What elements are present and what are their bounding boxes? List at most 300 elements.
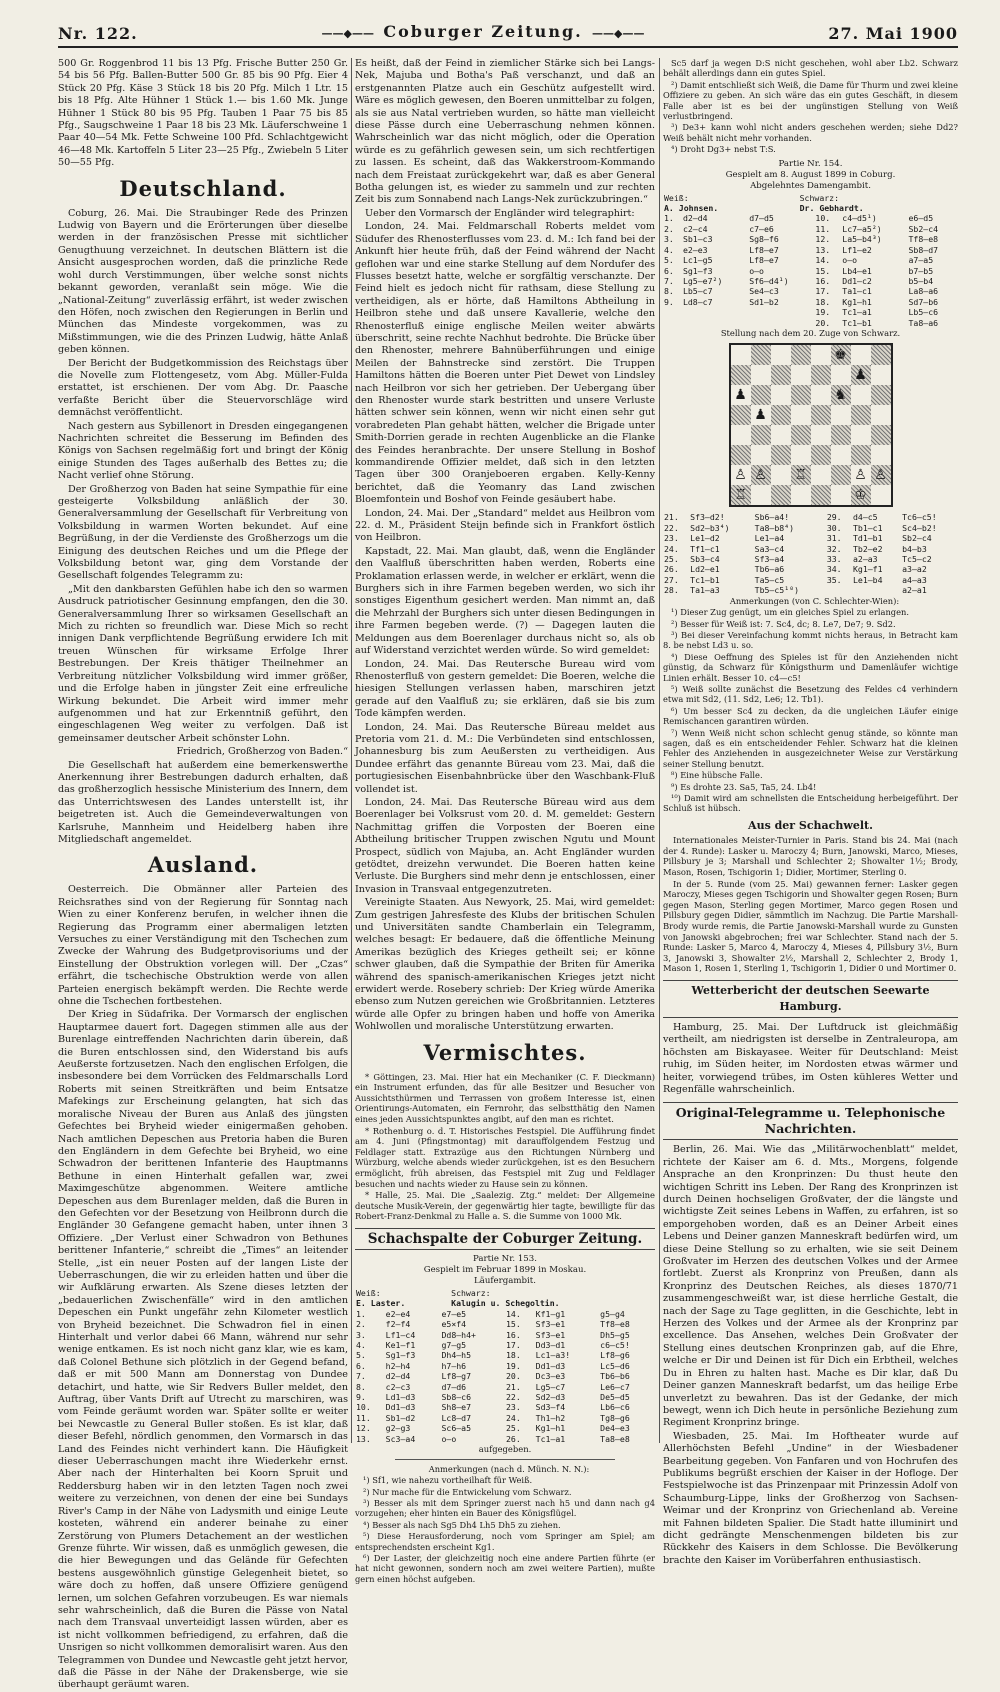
chess-move-cell: Lc1—a3!	[535, 1350, 571, 1361]
chess-move-cell: Le6—c7	[600, 1381, 630, 1392]
chess-move-row	[663, 213, 958, 223]
chess-players	[663, 193, 958, 214]
chess-move-cell: 5.	[664, 255, 674, 266]
chess-move-row	[355, 1361, 655, 1371]
chess-move-cell	[682, 307, 748, 317]
board-square: ♙	[731, 465, 751, 485]
chess-move-cell: 26.	[664, 564, 679, 575]
chess-move-cell: 10.	[356, 1402, 371, 1413]
board-square	[771, 485, 791, 505]
chess-move-cell: Tb6—b6	[600, 1371, 630, 1382]
chess-move-row	[663, 297, 958, 307]
chess-move-cell: Tf1—c1	[690, 543, 720, 554]
chess-move-cell: Ld1—d3	[385, 1392, 416, 1403]
ornament-right: ——◆——	[592, 27, 645, 41]
chess-move-cell: Lc1—g5	[682, 255, 713, 266]
section-heading-schachwelt: Aus der Schachwelt.	[748, 818, 873, 832]
chess-move-cell: Ke1—f1	[385, 1340, 416, 1351]
chess-move-cell: 2.	[664, 223, 674, 234]
chess-move-cell: b7—b5	[908, 265, 934, 276]
chess-move-cell: Sg1—f3	[385, 1350, 416, 1361]
chess-move-cell: Sc3—a4	[385, 1433, 416, 1444]
board-square	[731, 345, 751, 365]
chess-move-cell: d2—d4	[385, 1371, 411, 1382]
column-2	[355, 58, 655, 1584]
chess-move-cell: h7—h6	[441, 1360, 467, 1371]
chess-notes-continued	[663, 58, 958, 155]
board-square	[751, 365, 771, 385]
chess-move-cell: c6—c5!	[600, 1340, 630, 1351]
chess-move-cell: Tc6—c5!	[902, 512, 937, 523]
article-paragraph: Die Gesellschaft hat außerdem eine bemerkenswerthe Anerkennung ihrer Bestrebungen dadurch erhalten, daß das großherzoglich hessische Ministerium des Innern, dem das Unterrichtswesen des Landes unterstellt ist, ihr beigetreten ist. Auch die Gemeindeverwaltungen von Karlsruhe, Mannheim und Heidelberg haben ihre Mitgliedschaft angemeldet.	[58, 759, 348, 845]
chess-move-cell: Sb2—c4	[902, 533, 932, 544]
article-paragraph: Kapstadt, 22. Mai. Man glaubt, daß, wenn die Engländer den Vaalfluß überschritten haben werden, Roberts eine Proklamation erlassen werde, in welcher er erklärt, wenn die Burghers sich in ihre Farmen begeben werden, wo sich ihr sonstiges Eigenthum gesichert werden. Man nimmt an, daß die Mehrzahl der Burghers sich unter diesen Bedingungen in ihre Farmen begeben werde. (?) — Dagegen lauten die Meldungen aus dem Boerenlager durchaus nicht so, als ob auf Widerstand verzichtet werden würde. So wird gemeldet:	[355, 545, 655, 657]
chess-diagram	[663, 343, 958, 507]
chess-move-cell	[748, 307, 814, 317]
board-square	[871, 365, 891, 385]
chess-move-cell: Lg5—e7²)	[682, 275, 723, 286]
chess-move-cell: 21.	[505, 1381, 521, 1392]
board-square	[871, 445, 891, 465]
board-square	[731, 405, 751, 425]
chess-move-cell: 18.	[815, 296, 831, 307]
chess-move-cell: Td1—b1	[852, 533, 883, 544]
chess-move-cell: Lb5—c6	[908, 307, 939, 318]
board-square	[771, 465, 791, 485]
issue-number: Nr. 122.	[58, 23, 138, 43]
white-player: E. Laster.	[356, 1298, 406, 1309]
chess-move-cell: d2—d4	[682, 213, 708, 224]
chess-move-cell: Sf3—a4	[754, 554, 785, 565]
chess-note: ⁶) Um besser Sc4 zu decken, da die ungleichen Läufer einige Remischancen garantiren würden.	[663, 705, 958, 727]
board-square	[791, 485, 811, 505]
chess-move-cell: 12.	[815, 234, 831, 245]
board-square	[871, 485, 891, 505]
chess-move-cell: 7.	[664, 275, 674, 286]
chess-move-cell: 11.	[356, 1412, 371, 1423]
chess-move-cell: Sc6—a5	[441, 1423, 472, 1434]
chess-move-cell: Tb5—c5¹⁰)	[754, 585, 800, 596]
chess-move-cell: 11.	[815, 223, 831, 234]
chess-move-row	[663, 307, 958, 317]
chess-note: ³) Besser als mit dem Springer zuerst nach h5 und dann nach g4 vorzugehen; eher hinten ein Bauer des Königsflügel.	[355, 1497, 655, 1519]
black-player: Kalugin u. Schegoltin.	[451, 1298, 560, 1309]
article-paragraph: Coburg, 26. Mai. Die Straubinger Rede des Prinzen Ludwig von Bayern und die Erörterungen über dieselbe werden in der französischen Presse mit sichtlicher Genugthuung verzeichnet. In deutschen Blättern ist die Ansicht ausgesprochen worden, daß die prinzliche Rede wohl durch Verstimmungen, über welche sonst nichts bekannt geworden, veranlaßt sein möge. Wie die „National-Zeitung“ zuverlässig erfährt, ist weder zwischen den Höfen, noch zwischen den Regierungen in Berlin und München das Mindeste vorgekommen, was zu Mißstimmungen, wie die des Prinzen Ludwig, hätte Anlaß geben können.	[58, 207, 348, 356]
chess-note: ⁸) Eine hübsche Falle.	[671, 770, 763, 781]
board-square	[811, 465, 831, 485]
chess-move-cell: d4—c5	[852, 512, 878, 523]
masthead-center	[316, 22, 651, 42]
article-paragraph: * Göttingen, 23. Mai. Hier hat ein Mechaniker (C. F. Dieckmann) ein Instrument erfunden, das für alle Besitzer und Besucher von Aussichtsthürmen und Terrassen von großem Interesse ist, einen Orientirungs-Automaten, ein Fernrohr, das selbstthätig den Namen eines jeden Aussichtspunktes angibt, auf den man es richtet.	[355, 1071, 655, 1125]
chess-move-row	[355, 1340, 655, 1350]
chess-move-cell: 5.	[356, 1350, 366, 1361]
board-square: ♟	[851, 365, 871, 385]
article-paragraph: Oesterreich. Die Obmänner aller Parteien des Reichsrathes sind von der Regierung für Sonntag nach Wien zu einer Konferenz berufen, in welcher ihnen die Regierung das Programm einer abermaligen letzten Versuches zu einer Verständigung mit den Tschechen zum Zwecke der Wahrung des Budgetprovisoriums und der Einstellung der Obstruktion vorlegen will. Der „Czas“ erfährt, die tschechische Obstruktion werde von allen Parteien energisch bekämpft werden. Die Rechte werde ohne die Tschechen fortbestehen.	[58, 884, 348, 1008]
chess-move-row	[663, 512, 958, 522]
board-square: ♙	[871, 465, 891, 485]
chess-move-cell: De5—d5	[600, 1392, 630, 1403]
chess-note: ⁷) Wenn Weiß nicht schon schlecht genug stände, so könnte man sagen, daß es ein entscheidender Fehler. Schwarz hat die kleinen Fehler des Anziehenden in ausgezeichneter Weise zur Verstärkung seiner Stellung benutzt.	[663, 727, 958, 769]
chess-move-cell: o—o	[749, 265, 764, 276]
chess-move-row	[663, 575, 958, 585]
article-paragraph: Ueber den Vormarsch der Engländer wird telegraphirt:	[365, 207, 635, 219]
chess-move-cell: Se4—c3	[749, 286, 779, 297]
chess-move-cell: 22.	[505, 1392, 521, 1403]
chess-move-cell: Tf8—e8	[600, 1319, 630, 1330]
chess-result: aufgegeben.	[478, 1444, 532, 1455]
chess-move-cell: La8—a6	[908, 286, 939, 297]
chess-move-cell: 28.	[664, 585, 679, 596]
chess-move-cell: Tc1—b1	[842, 317, 872, 328]
board-square	[791, 365, 811, 385]
chess-note: ⁴) Besser als nach Sg5 Dh4 Lh5 Dh5 zu ziehen.	[363, 1519, 561, 1530]
chess-move-row	[663, 564, 958, 574]
chess-move-cell: Sb6—a4!	[754, 512, 790, 523]
section-heading-schachspalte: Schachspalte der Coburger Zeitung.	[355, 1228, 655, 1250]
chess-move-cell: d7—d5	[749, 213, 774, 224]
section-heading-wetter: Wetterbericht der deutschen Seewarte Hamburg.	[663, 980, 958, 1018]
chess-move-cell: Ta8—e8	[600, 1433, 630, 1444]
board-square	[831, 465, 851, 485]
article-paragraph: London, 24. Mai. Das Reutersche Bureau wird vom Rhenosterfluß von gestern gemeldet: Die Boeren, welche die hiesigen Stellungen verlassen haben, marschiren jetzt gerade auf den Vaalfluß zu; sie erklären, daß sie bis zum Tode kämpfen werden.	[355, 658, 655, 720]
chess-move-cell: 20.	[505, 1371, 521, 1382]
chess-move-row	[663, 554, 958, 564]
board-square	[791, 385, 811, 405]
chess-move-row	[663, 533, 958, 543]
chess-move-cell	[682, 318, 748, 328]
chess-move-row	[663, 585, 958, 595]
chess-move-row	[355, 1434, 655, 1444]
chess-move-cell: Sa3—c4	[754, 543, 785, 554]
article-paragraph: Es heißt, daß der Feind in ziemlicher Stärke sich bei Langs-Nek, Majuba und Botha's Paß verschanzt, und daß an erstgenannten Platze auch ein Geschütz aufgestellt wird. Wäre es möglich gewesen, den Boeren unmittelbar zu folgen, als sie aus Natal vertrieben wurden, so hätte man vielleicht diese Pässe durch eine Ueberraschung nehmen können. Wahrscheinlich war das nicht möglich, oder die Operation würde es zu gefährlich gewesen sein, um sich rechtfertigen zu lassen. Es scheint, daß das Wakkerstroom-Kommando nach dem Freistaat zurückgekehrt war, daß es aber General Botha gelungen ist, es wieder zu sammeln und zur rechten Zeit bis zum Sonnabend nach Langs-Nek zurückzubringen.“	[355, 58, 655, 206]
chess-move-cell: Sc4—b2!	[902, 522, 937, 533]
board-square	[851, 445, 871, 465]
chess-move-cell: Ta1—a3	[690, 585, 720, 596]
chess-move-cell: 17.	[815, 286, 831, 297]
chess-move-cell: Sd1—b2	[749, 296, 779, 307]
board-square	[811, 345, 831, 365]
board-square	[731, 365, 751, 385]
board-square	[751, 345, 771, 365]
chess-move-cell: o—o	[842, 255, 858, 266]
board-square	[791, 425, 811, 445]
article-paragraph: London, 24. Mai. Der „Standard“ meldet aus Heilbron vom 22. d. M., Präsident Steijn befinde sich in Frankfort östlich von Heilbron.	[355, 507, 655, 544]
chess-move-cell: Dh5—g5	[600, 1329, 630, 1340]
chess-move-cell: Tb2—e2	[852, 543, 883, 554]
chess-move-cell: 27.	[664, 574, 679, 585]
chess-move-cell: e6—d5	[908, 213, 934, 224]
chess-move-cell: 29.	[826, 512, 842, 523]
board-square: ♞	[831, 385, 851, 405]
diagram-caption: Stellung nach dem 20. Zuge von Schwarz.	[720, 327, 901, 338]
chess-move-cell: Tb6—a6	[754, 564, 785, 575]
chess-move-cell: De4—e3	[600, 1423, 630, 1434]
chess-move-cell: 26.	[505, 1433, 521, 1444]
board-square	[811, 485, 831, 505]
chess-move-cell: 20.	[815, 317, 831, 328]
chess-move-cell: Sh8—e7	[441, 1402, 472, 1413]
chess-move-cell: Sd7—b6	[908, 296, 939, 307]
chess-move-cell: 3.	[356, 1329, 366, 1340]
chess-move-cell: 1.	[356, 1308, 366, 1319]
chess-move-cell: Lf1—e2	[842, 244, 872, 255]
chess-move-cell: 13.	[815, 244, 831, 255]
chess-move-cell: 3.	[664, 234, 674, 245]
chess-move-cell: g2—g3	[385, 1423, 411, 1434]
chess-move-cell: 18.	[505, 1350, 521, 1361]
chess-move-cell: Ta1—c1	[842, 286, 872, 297]
article-paragraph: Internationales Meister-Turnier in Paris. Stand bis 24. Mai (nach der 4. Runde): Lasker u. Maroczy 4; Burn, Janowski, Marco, Mieses, Pillsbury je 3; Marshall und Schlechter 2; Showalter 1½; Brody, Mason, Rosen, Tschigorin 1; Didier, Mortimer, Sterling 0.	[663, 835, 958, 877]
chess-move-cell: 16.	[505, 1329, 521, 1340]
chess-move-cell: 33.	[826, 554, 842, 565]
chess-move-row	[663, 266, 958, 276]
board-square	[811, 445, 831, 465]
chess-move-row	[663, 245, 958, 255]
chess-move-cell: a7—a5	[908, 255, 934, 266]
board-square	[831, 405, 851, 425]
article-paragraph: London, 24. Mai. Feldmarschall Roberts meldet vom Südufer des Rhenosterflusses vom 23. d. M.: Ich fand bei der Ankunft hier heute früh, daß der Feind während der Nacht geflohen war und eine starke Stellung auf dem Nordufer des Flusses besetzt hatte, welche er sorgfältig verschanzte. Der Feind hielt es jedoch nicht für rathsam, diese Stellung zu vertheidigen, als er hörte, daß Hamiltons Abtheilung in Heilbron stehe und daß unsere Kavallerie, welche den Rhenosterfluß einige englische Meilen weiter abwärts überschritt, seine rechte Nachhut bedrohte. Die Brücke über den Rhenoster, mehrere Bahnüberführungen und einige Meilen der Bahnstrecke sind zerstört. Die Truppen Hamiltons hätten die Boeren unter Piet Dewet von Lindsley nach Heilbron vor sich her getrieben. Der Uebergang über den Rhenoster wurde stark bestritten und unsere Verluste hätten schwer sein können, wenn wir nicht einen sehr gut vorabredeten Plan gehabt hätten, welcher die Brigade unter Smith-Dorrien gerade in rechten Augenblicke an die Flanke des Feindes heranbrachte. Der unsere Stellung in Boshof kommandirende Offizier meldet, daß sich in den letzten Tagen über 300 Oranjeboeren ergaben. Kelly-Kenny berichtet, daß die Yeomanry das Land zwischen Bloemfontein und Boshof von Feinde gesäubert habe.	[355, 221, 655, 506]
chess-move-cell: Tf8—e8	[908, 234, 939, 245]
chess-move-cell: b5—b4	[908, 275, 934, 286]
chess-move-cell: a3—a2	[902, 564, 927, 575]
board-square	[771, 345, 791, 365]
chess-note: ²) Damit entschließt sich Weiß, die Dame für Thurm und zwei kleine Offiziere zu geben. An sich wäre das ein gutes Geschäft, in diesem Falle aber ist es bei der ungünstigen Stellung von Weiß verlustbringend.	[663, 79, 958, 122]
chess-move-cell: e2—e4	[385, 1308, 411, 1319]
chess-move-cell: Lb5—c7	[682, 286, 713, 297]
board-square	[771, 405, 791, 425]
chess-move-cell: c2—c4	[682, 223, 708, 234]
chess-note: ⁴) Droht Dg3+ nebst T:S.	[671, 144, 776, 155]
chess-move-cell: 19.	[815, 307, 831, 318]
white-label: Weiß:	[356, 1288, 381, 1298]
chess-move-cell: 4.	[664, 244, 674, 255]
chess-move-cell: c4—d5¹)	[842, 213, 877, 224]
chess-move-cell: 15.	[815, 265, 831, 276]
chess-move-cell: Tc1—b1	[690, 574, 720, 585]
chess-move-cell: Sb3—c4	[690, 554, 720, 565]
chess-move-row	[355, 1392, 655, 1402]
board-square: ♖	[731, 485, 751, 505]
chess-move-cell: Sg8—f6	[749, 234, 779, 245]
chess-move-cell: 24.	[664, 543, 679, 554]
chess-move-cell: Dd1—d3	[385, 1402, 416, 1413]
board-square	[851, 405, 871, 425]
chess-move-row	[355, 1319, 655, 1329]
chess-move-cell: o—o	[441, 1433, 457, 1444]
chess-move-cell: Lf8—e7	[749, 255, 779, 266]
chess-move-cell: Lf8—g7	[441, 1371, 472, 1382]
board-square	[831, 445, 851, 465]
chess-move-cell: Sf3—e1	[535, 1329, 566, 1340]
chess-move-cell: 24.	[505, 1412, 521, 1423]
chess-move-cell: 14.	[815, 255, 831, 266]
chess-move-row	[355, 1423, 655, 1433]
chess-move-cell: 9.	[664, 296, 674, 307]
chess-notes-title: Anmerkungen (nach d. Münch. N. N.):	[428, 1463, 590, 1474]
chess-move-cell: 4.	[356, 1340, 366, 1351]
section-heading-vermischtes: Vermischtes.	[423, 1039, 587, 1065]
article-paragraph: In der 5. Runde (vom 25. Mai) gewannen ferner: Lasker gegen Maroczy, Mieses gegen Tschigorin und Showalter gegen Rosen; Burn gegen Mason, Sterling gegen Mortimer, Marco gegen Rosen und Pillsbury gegen Didier, sämmtlich im Nachzug. Die Partie Marshall-Brody wurde remis, die Partie Janowski-Marshall wurde zu Gunsten von Janowski abgebrochen; frei war Schlechter. Stand nach der 5. Runde: Lasker 5, Marco 4, Maroczy 4, Mieses 4, Pillsbury 3½, Burn 3, Janowski 3, Showalter 2½, Marshall 2, Schlechter 2, Brody 1, Mason 1, Rosen 1, Sterling 1, Tschigorin 1, Didier 0 und Mortimer 0.	[663, 878, 958, 974]
newspaper-title: Coburger Zeitung.	[383, 22, 583, 42]
board-square	[871, 385, 891, 405]
chess-move-cell: 34.	[826, 564, 842, 575]
chess-note: Sc5 darf ja wegen D:S nicht geschehen, wohl aber Lb2. Schwarz behält allerdings dann ein gutes Spiel.	[663, 58, 958, 79]
chess-note: ⁶) Der Laster, der gleichzeitig noch eine andere Partien führte (er hat nicht gewonnen, sondern noch am zwei weitere Partien), mußte gern einen höchst aufgeben.	[355, 1552, 655, 1584]
article-paragraph: * Halle, 25. Mai. Die „Saalezig. Ztg.“ meldet: Der Allgemeine deutsche Musik-Verein, der gegenwärtig hier tagte, bewilligte für das Robert-Franz-Denkmal zu Halle a. S. die Summe von 1000 Mk.	[355, 1190, 655, 1222]
chess-move-cell: e2—e3	[682, 244, 708, 255]
chess-move-cell: f2—f4	[385, 1319, 411, 1330]
article-paragraph: Der Großherzog von Baden hat seine Sympathie für eine gesteigerte Volksbildung anläßlich der 30. Generalversammlung der Gesellschaft für Verbreitung von Volksbildung in warmen Worten bekundet. Auf eine Begrüßung, in der die Verdienste des Großherzogs um die Einigung des deutschen Reiches und um die Pflege der Volksbildung betont war, ging dem Vorstande der Gesellschaft folgendes Telegramm zu:	[58, 483, 348, 582]
board-square	[771, 365, 791, 385]
chess-move-cell: Ld2—e1	[690, 564, 720, 575]
section-heading-ausland: Ausland.	[147, 852, 259, 878]
chess-notes	[355, 1464, 655, 1584]
chess-move-cell: Lc8—d7	[441, 1412, 472, 1423]
chess-note: ⁹) Es drohte 23. Sa5, Ta5, 24. Lb4!	[671, 781, 817, 792]
market-prices: 500 Gr. Roggenbrod 11 bis 13 Pfg. Frische Butter 250 Gr. 54 bis 56 Pfg. Ballen-Butter 500 Gr. 85 bis 90 Pfg. Eier 4 Stück 20 Pfg. Käse 3 Stück 18 bis 20 Pfg. Milch 1 Ltr. 15 bis 18 Pfg. Alte Hühner 1 Stück 1.— bis 1.60 Mk. Junge Hühner 1 Stück 80 bis 95 Pfg. Tauben 1 Paar 75 bis 85 Pfg., Saugschweine 1 Paar 18 bis 23 Mk. Läuferschweine 1 Paar 40—54 Mk. Fette Schweine 100 Pfd. Schlachtgewicht 46—48 Mk. Kartoffeln 5 Liter 23—25 Pfg., Zwiebeln 5 Liter 50—55 Pfg.	[58, 58, 348, 169]
chess-move-cell: 14.	[505, 1308, 521, 1319]
chess-move-cell	[852, 585, 901, 595]
chess-move-cell: Sb8—d7	[908, 244, 939, 255]
chess-move-cell: Lg5—c7	[535, 1381, 566, 1392]
column-1	[58, 58, 348, 1691]
article-paragraph: Berlin, 26. Mai. Wie das „Militärwochenblatt“ meldet, richtete der Kaiser am 6. d. Mts., Morgens, folgende Ansprache an den Kronprinzen: Du thust heute den wichtigen Schritt ins Leben. Der Rang des Kronprinzen ist durch Deinen hochseligen Großvater, der die längste und wichtigste Zeit seines Lebens in Waffen, zu erfahren, ist so emporgehoben worden, daß es an Deiner Arbeit eines Lebens und Deiner ganzen Manneskraft bedürfen wird, um diese Deine Stellung so zu erhalten, wie sie seit Deinem Großvater im Herzen des deutschen Volkes und der Armee fortlebt. Zuerst als Kronprinz von Preußen, dann als Kronprinz des Deutschen Reiches, als dieses 1870/71 zusammengeschweißt war, ist diese herrliche Gestalt, die nach der Sage zu Tage geglitten, in die Geschichte, lebt in Herzen des Volkes und der Armee als der Kronprinz par excellence. Das Ansehen, welches Dein Großvater der Stellung eines deutschen Kronprinzen gab, auf die Ehre, welche er Dir und Deinen ist für Dich ein Erbtheil, welches Du in Ehren zu halten hast. Mache es Dir klar, daß Du Deiner ganzen Manneskraft bedarfst, um das heilige Erbe unverletzt zu bewahren. Das ist der Gedanke, der mich bewegt, wenn ich Dich heute in persönliche Beziehung zum Regiment Kronprinz bringe.	[663, 1144, 958, 1429]
chess-move-cell: 19.	[505, 1360, 521, 1371]
board-square	[751, 485, 771, 505]
board-square	[811, 405, 831, 425]
chess-move-cell: Tc5—c2	[902, 554, 932, 565]
chess-move-cell: 22.	[664, 522, 679, 533]
chess-move-row	[355, 1309, 655, 1319]
board-square	[811, 425, 831, 445]
chess-move-cell: 9.	[356, 1392, 366, 1403]
chess-move-cell: 7.	[356, 1371, 366, 1382]
chess-note: ⁵) Diese Herausforderung, noch vom Springer am Spiel; am entsprechendsten erscheint Kg1.	[355, 1531, 655, 1552]
chess-move-cell: 1.	[664, 213, 674, 224]
chess-note: ¹) Sf1, wie nahezu vortheilhaft für Weiß.	[363, 1475, 533, 1486]
article-paragraph: Wiesbaden, 25. Mai. Im Hoftheater wurde auf Allerhöchsten Befehl „Undine“ in der Wiesbadener Bearbeitung gegeben. Von Fanfaren und von Hochrufen des Publikums begrüßt erschien der Kaiser in der Hofloge. Der Festspielwoche ist das Prinzenpaar mit Prinzessin Adolf von Schaumburg-Lippe, links der Großherzog von Sachsen-Weimar und der Kronprinz von Griechenland ab. Vereine mit Fahnen bildeten Spalier. Die Stadt hatte illuminirt und dicht gedrängte Menschenmengen bildeten bis zur Rückkehr des Kaisers in dem Schlosse. Die Bevölkerung brachte den Kaiser im Vorüberfahren enthusiastisch.	[663, 1430, 958, 1566]
chess-move-cell: Tc1—a1	[842, 307, 872, 318]
chess-move-row	[663, 234, 958, 244]
chess-move-cell: Lc5—d6	[600, 1360, 630, 1371]
chess-move-cell: 12.	[356, 1423, 371, 1434]
chess-move-cell: 16.	[815, 275, 831, 286]
board-square	[871, 405, 891, 425]
chess-move-cell: 6.	[664, 265, 674, 276]
chess-move-cell: a4—a3	[902, 574, 927, 585]
black-label: Schwarz:	[799, 192, 840, 203]
board-square: ♟	[731, 385, 751, 405]
telegram-signature: Friedrich, Großherzog von Baden.“	[176, 746, 348, 758]
divider	[395, 1459, 615, 1460]
board-square	[731, 445, 751, 465]
chess-move-cell: Dc3—e3	[535, 1371, 566, 1382]
chess-move-row	[355, 1413, 655, 1423]
chess-note: ²) Nur mache für die Entwickelung vom Schwarz.	[363, 1486, 572, 1497]
section-heading-telegramme: Original-Telegramme u. Telephonische Nachrichten.	[663, 1102, 958, 1140]
chess-move-cell: e7—e5	[441, 1308, 467, 1319]
ornament-left: ——◆——	[321, 27, 374, 41]
chess-note: ⁴) Diese Oeffnung des Spieles ist für den Anziehenden nicht günstig, da Schwarz für Königsthurm und Damenläufer wichtige Linien erhält. Besser 10. c4—c5!	[663, 651, 958, 683]
chess-move-cell: Ta5—c5	[754, 574, 785, 585]
board-square	[831, 365, 851, 385]
chess-move-cell: Sd2—d3	[535, 1392, 566, 1403]
chess-note: ³) De3+ kann wohl nicht anders geschehen werden; siehe Dd2? Weiß behält nicht mehr vorhanden.	[663, 122, 958, 143]
chess-move-cell	[663, 318, 682, 328]
chess-game-header: Partie Nr. 154. Gespielt am 8. August 1899 in Coburg. Abgelehntes Damengambit.	[725, 158, 896, 191]
chess-move-cell	[663, 307, 682, 317]
board-square	[771, 425, 791, 445]
chess-board	[729, 343, 893, 507]
board-square	[771, 445, 791, 465]
chess-move-cell: Lf8—e7	[749, 244, 779, 255]
article-paragraph: London, 24. Mai. Das Reutersche Büreau meldet aus Pretoria vom 21. d. M.: Die Verbündeten sind entschlossen, Johannesburg bis zum Aeußersten zu vertheidigen. Aus Dundee erfährt das genannte Büreau vom 23. Mai, daß die portugiesischen Eisenbahnbrücke über den Waschbank-Fluß vollendet ist.	[355, 721, 655, 795]
chess-move-cell: Ta8—a6	[908, 317, 939, 328]
chess-move-cell: 8.	[356, 1381, 366, 1392]
issue-date: 27. Mai 1900	[828, 23, 958, 43]
chess-move-cell: Dh4—h5	[441, 1350, 472, 1361]
chess-move-cell: 30.	[826, 522, 842, 533]
white-label: Weiß:	[664, 192, 689, 203]
chess-note: ³) Bei dieser Vereinfachung kommt nichts heraus, in Betracht kam 8. be nebst Ld3 u. so.	[663, 629, 958, 651]
chess-move-row	[663, 523, 958, 533]
article-paragraph: Der Krieg in Südafrika. Der Vormarsch der englischen Hauptarmee dauert fort. Dagegen stimmen alle aus der Burenlage eintreffenden Nachrichten darin überein, daß die Buren entschlossen sind, den Widerstand bis aufs Aeußerste fortzusetzen. Nach den englischen Erfolgen, die insbesondere bei dem Vorrücken des Feldmarschalls Lord Roberts mit seinen Streitkräften und beim Entsatze Mafekings zur Erscheinung gelangten, hat sich das moralische Niveau der Buren aus Anlaß des jüngsten Gefechtes bei Bryheid wieder einigermaßen gehoben. Nach amtlichen Depeschen aus Pretoria haben die Buren den Engländern in dem Gefechte bei Bryheid, wo eine Schwadron der berittenen Infanterie des Hauptmanns Bethune in einen Hinterhalt gefallen war, zwei Maximgeschütze abgenommen. Weitere amtliche Depeschen aus dem Burenlager melden, daß die Buren in den Gefechten vor der Besetzung von Heilbronn durch die Engländer 30 Gefangene gemacht haben, unter ihnen 3 Offiziere. „Der Verlust einer Schwadron von Bethunes berittener Infanterie,“ schreibt die „Times“ an leitender Stelle, „ist ein neuer Posten auf der langen Liste der Ueberraschungen, die wir zu erleiden hatten und über die wir Aufklärung erwarten. Als Szene dieses letzten der „bedauerlichen Zwischenfälle“ wird in den amtlichen Depeschen ein Punkt ungefähr zehn Kilometer westlich von Bryheid bezeichnet. Die Schwadron fiel in einen Hinterhalt und verlor dabei 66 Mann, während nur sehr wenige entkamen. Es ist noch nicht ganz klar, wie es kam, daß Colonel Bethune sich plötzlich in der Gegend befand, daß er mit 500 Mann am Donnerstag von Dundee detachirt, und hatte, wie Sir Redvers Buller meldet, den Auftrag, über Vants Drift auf Utrecht zu marschiren, was vom Feinde geräumt worden war. Später sollte er weiter bei Newcastle zu General Buller stoßen. Es ist klar, daß dieser Befehl, nördlich genommen, den Vormarsch in das Land des Feindes nicht verhindert kann. Die Häufigkeit dieser Ueberraschungen macht ihre Wiederkehr ernst. Aber nach der Hinterhalten bei Koorn Spruit und Reddersburg haben wir in den letzten Tagen noch zwei weitere zu verzeichnen, von denen der eine bei Sundays River's Camp in der Nähe von Ladysmith und einige Leute kosteten, während ein anderer beinahe zu einer Zerstörung von Plumers Detachement an der westlichen Grenze führte. Wir wissen, daß es unmöglich gewesen, die die hier Bewegungen und das Gelände für Gefechten bestens ausgewöhnlich günstige Gelegenheit bietet, so wäre doch zu hoffen, daß unsere Offiziere genügend lernen, um solchen Gefahren vorzubeugen. Es war niemals sehr wahrscheinlich, daß die Buren die Pässe von Natal nach dem Transvaal unverteidigt lassen würden, aber es ist nicht vollkommen befriedigend, zu erfahren, daß die Unsrigen so nicht vollkommen demoralisirt waren. Aus den Telegrammen von Dundee und Newcastle geht jetzt hervor, daß die Pässe in der Nähe der Drakensberge, wie sie überhaupt geräumt waren.	[58, 1009, 348, 1691]
chess-move-cell: Dd1—d3	[535, 1360, 566, 1371]
chess-move-cell: La5—b4³)	[842, 234, 882, 245]
chess-move-cell: Dd3—d1	[535, 1340, 566, 1351]
chess-move-cell: c7—e6	[749, 223, 774, 234]
article-paragraph: Der Bericht der Budgetkommission des Reichstags über die Novelle zum Flottengesetz, vom Abg. Müller-Fulda erstattet, ist erschienen. Der vom Abg. Dr. Paasche verfaßte Bericht über die Steuervorschläge wird demnächst veröffentlicht.	[58, 357, 348, 419]
chess-move-cell: Sb8—c6	[441, 1392, 472, 1403]
board-square	[771, 385, 791, 405]
board-square	[851, 425, 871, 445]
chess-move-cell: Le1—a4	[754, 533, 785, 544]
article-paragraph: Vereinigte Staaten. Aus Newyork, 25. Mai, wird gemeldet: Zum gestrigen Jahresfeste des Klubs der britischen Schulen und Universitäten sandte Chamberlain ein Telegramm, welches besagt: Er bedauere, daß die öffentliche Meinung Amerikas bezüglich des Krieges getheilt sei; er könne schwer glauben, daß die Sympathie der Briten für Amerika während des spanisch-amerikanischen Krieges jetzt nicht erwidert werde. Rosebery schrieb: Der Krieg würde Amerika ebenso zum Nutzen gereichen wie Großbritannien. Letzteres würde alle Opfer zu bringen haben und hoffe von Amerika Wohlwollen und moralische Unterstützung erwarten.	[355, 897, 655, 1033]
chess-move-cell: c2—c3	[385, 1381, 411, 1392]
chess-move-cell: 13.	[356, 1433, 371, 1444]
board-square	[731, 425, 751, 445]
chess-move-cell: Kg1—h1	[842, 296, 872, 307]
chess-move-cell: 31.	[826, 533, 842, 544]
chess-move-row	[663, 544, 958, 554]
chess-move-cell: Le1—d2	[690, 533, 720, 544]
chess-move-cell: 21.	[664, 512, 679, 523]
board-square	[751, 425, 771, 445]
chess-move-cell: 32.	[826, 543, 842, 554]
chess-move-cell: Kg1—h1	[535, 1423, 566, 1434]
chess-move-cell: Kf1—g1	[535, 1308, 566, 1319]
chess-move-cell: Sb1—d2	[385, 1412, 416, 1423]
chess-game-header: Partie Nr. 153. Gespielt im Februar 1899 in Moskau. Läufergambit.	[423, 1254, 587, 1286]
chess-move-cell: 35.	[826, 574, 842, 585]
chess-move-cell: Dd1—c2	[842, 275, 872, 286]
masthead	[58, 22, 958, 48]
column-rule	[351, 58, 352, 1443]
chess-move-cell: Sg1—f3	[682, 265, 713, 276]
chess-move-cell: g5—g4	[600, 1308, 625, 1319]
chess-move-cell: 25.	[664, 554, 679, 565]
chess-move-cell: Lb6—c6	[600, 1402, 630, 1413]
chess-move-cell: Lc7—a5²)	[842, 223, 882, 234]
chess-move-cell: Ld8—c7	[682, 296, 713, 307]
board-square	[791, 405, 811, 425]
chess-move-cell: Dd8—h4+	[441, 1329, 476, 1340]
column-rule	[659, 58, 660, 1443]
chess-move-cell: Tb1—c1	[852, 522, 883, 533]
board-square	[791, 445, 811, 465]
white-player: A. Johnsen.	[664, 203, 719, 214]
chess-move-row	[355, 1350, 655, 1360]
